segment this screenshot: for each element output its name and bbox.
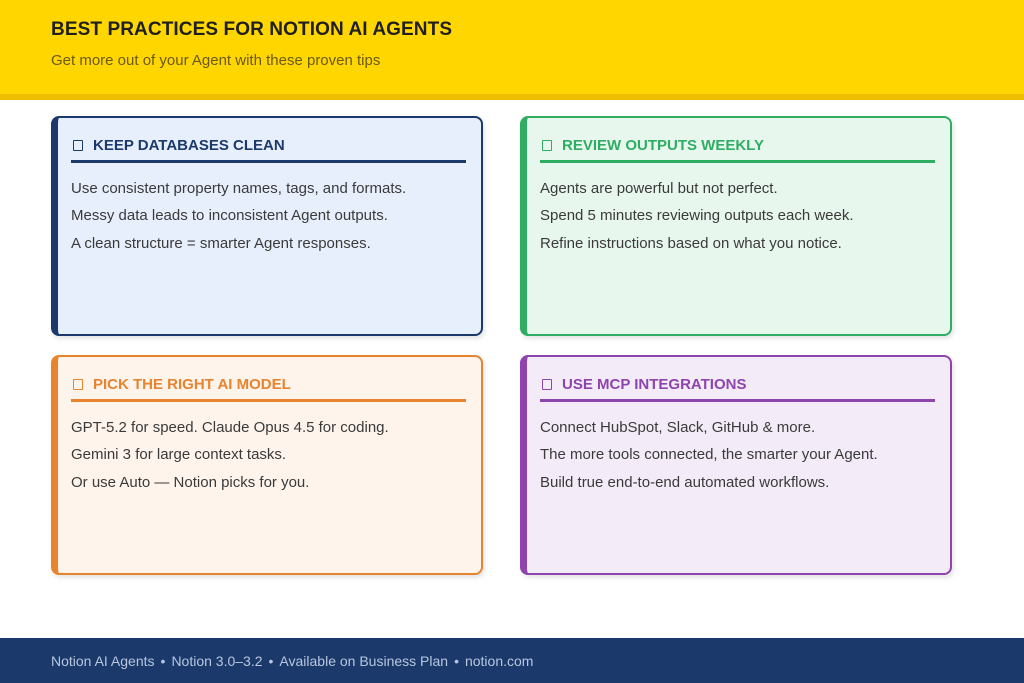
card-line: Spend 5 minutes reviewing outputs each week. xyxy=(540,207,854,225)
footer-separator: • xyxy=(160,653,166,669)
page-title: BEST PRACTICES FOR NOTION AI AGENTS xyxy=(51,19,453,40)
card-line: A clean structure = smarter Agent responses. xyxy=(71,234,371,252)
footer-text xyxy=(51,653,533,669)
card-keep-databases-clean xyxy=(51,116,483,336)
card-header xyxy=(71,130,466,163)
card-pick-the-right-ai-model xyxy=(51,355,483,575)
card-body xyxy=(540,175,854,257)
card-body xyxy=(540,414,878,496)
card-review-outputs-weekly xyxy=(520,116,952,336)
card-line: Refine instructions based on what you notice. xyxy=(540,234,842,252)
card-header xyxy=(71,369,466,402)
card-header xyxy=(540,369,935,402)
card-title: REVIEW OUTPUTS WEEKLY xyxy=(562,136,764,154)
checkbox-icon xyxy=(542,140,552,151)
checkbox-icon xyxy=(73,140,83,151)
card-line: Connect HubSpot, Slack, GitHub & more. xyxy=(540,419,816,436)
card-use-mcp-integrations xyxy=(520,355,952,575)
card-header xyxy=(540,130,935,163)
footer-bar xyxy=(0,638,1024,683)
card-title: PICK THE RIGHT AI MODEL xyxy=(93,375,291,393)
card-title: USE MCP INTEGRATIONS xyxy=(562,375,747,393)
checkbox-icon xyxy=(542,379,552,390)
card-line: Use consistent property names, tags, and formats. xyxy=(71,180,407,197)
card-line: Gemini 3 for large context tasks. xyxy=(71,446,287,464)
footer-item: Notion 3.0–3.2 xyxy=(171,653,263,669)
footer-separator: • xyxy=(268,653,274,669)
card-line: Agents are powerful but not perfect. xyxy=(540,180,778,197)
card-body xyxy=(71,175,406,257)
footer-link-notion[interactable]: notion.com xyxy=(464,653,534,669)
card-line: Build true end-to-end automated workflows. xyxy=(540,473,830,491)
card-title: KEEP DATABASES CLEAN xyxy=(93,136,285,154)
card-line: Or use Auto — Notion picks for you. xyxy=(71,473,310,491)
footer-item: Notion AI Agents xyxy=(51,653,155,669)
header-banner xyxy=(0,0,1024,100)
card-line: GPT-5.2 for speed. Claude Opus 4.5 for coding. xyxy=(71,419,389,436)
card-line: The more tools connected, the smarter your Agent. xyxy=(540,446,878,464)
footer-separator: • xyxy=(454,653,459,669)
page-subtitle: Get more out of your Agent with these proven tips xyxy=(51,52,381,69)
card-body xyxy=(71,414,389,496)
card-line: Messy data leads to inconsistent Agent outputs. xyxy=(71,207,388,225)
checkbox-icon xyxy=(73,379,83,390)
footer-item: Available on Business Plan xyxy=(279,653,449,669)
